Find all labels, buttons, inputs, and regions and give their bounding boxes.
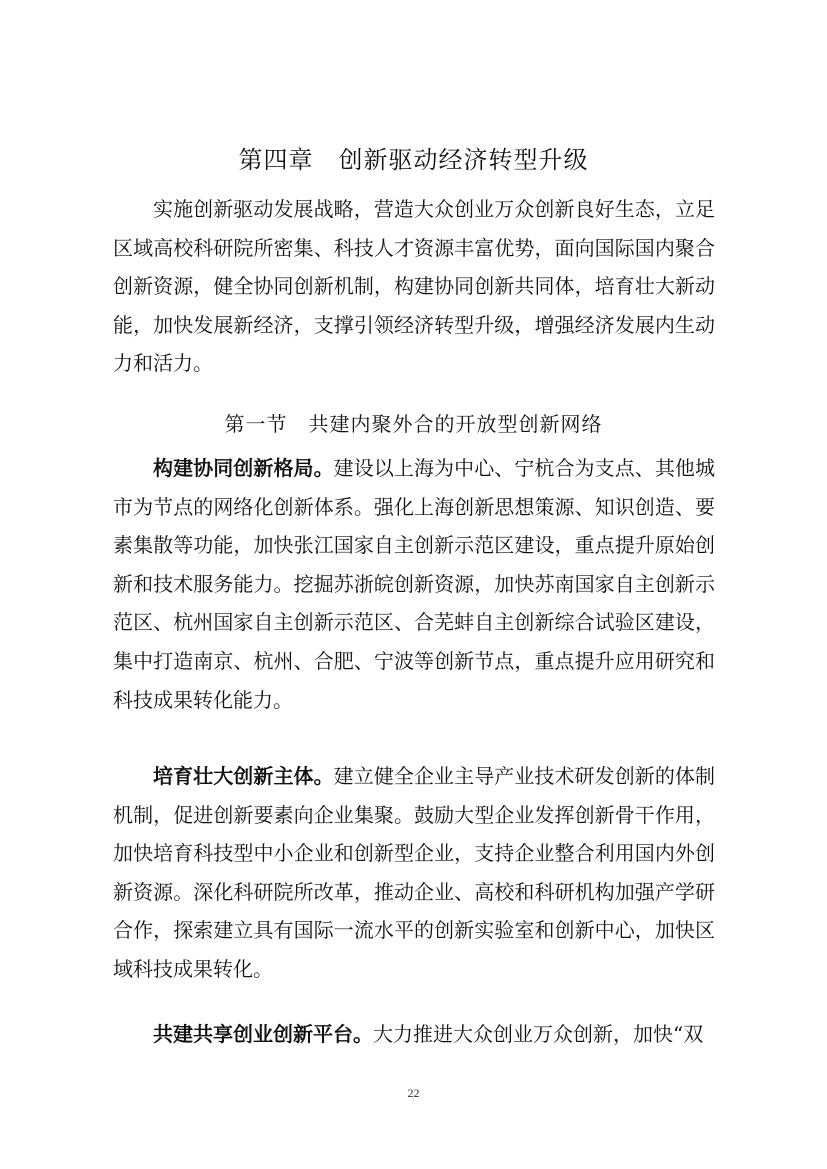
paragraph-innovation-platform (113, 1015, 715, 1054)
paragraph-body: 大力推进大众创业万众创新，加快“双 (373, 1022, 704, 1046)
paragraph-innovation-entities (113, 757, 715, 989)
paragraph-body: 建立健全企业主导产业技术研发创新的体制机制，促进创新要素向企业集聚。鼓励大型企业发挥创新骨干作用，加快培育科技型中小企业和创新型企业，支持企业整合利用国内外创新资源。深化科研院所改革，推动企业、高校和科研机构加强产学研合作，探索建立具有国际一流水平的创新实验室和创新中心，加快区域科技成果转化。 (113, 764, 716, 981)
paragraph-lead: 共建共享创业创新平台。 (153, 1022, 373, 1046)
page-number: 22 (407, 1086, 420, 1100)
intro-paragraph: 实施创新驱动发展战略，营造大众创业万众创新良好生态，立足区域高校科研院所密集、科技人才资源丰富优势，面向国际国内聚合创新资源，健全协同创新机制，构建协同创新共同体，培育壮大新动能，加快发展新经济，支撑引领经济转型升级，增强经济发展内生动力和活力。 (113, 197, 715, 376)
paragraph-lead: 构建协同创新格局。 (153, 456, 334, 480)
paragraph-lead: 培育壮大创新主体。 (153, 764, 334, 788)
chapter-title: 第四章 创新驱动经济转型升级 (238, 146, 589, 174)
section-title: 第一节 共建内聚外合的开放型创新网络 (224, 412, 603, 436)
paragraph-collaborative-innovation (113, 449, 715, 719)
paragraph-body: 建设以上海为中心、宁杭合为支点、其他城市为节点的网络化创新体系。强化上海创新思想策源、知识创造、要素集散等功能，加快张江国家自主创新示范区建设，重点提升原始创新和技术服务能力。挖掘苏浙皖创新资源，加快苏南国家自主创新示范区、杭州国家自主创新示范区、合芜蚌自主创新综合试验区建设，集中打造南京、杭州、合肥、宁波等创新节点，重点提升应用研究和科技成果转化能力。 (113, 456, 716, 712)
